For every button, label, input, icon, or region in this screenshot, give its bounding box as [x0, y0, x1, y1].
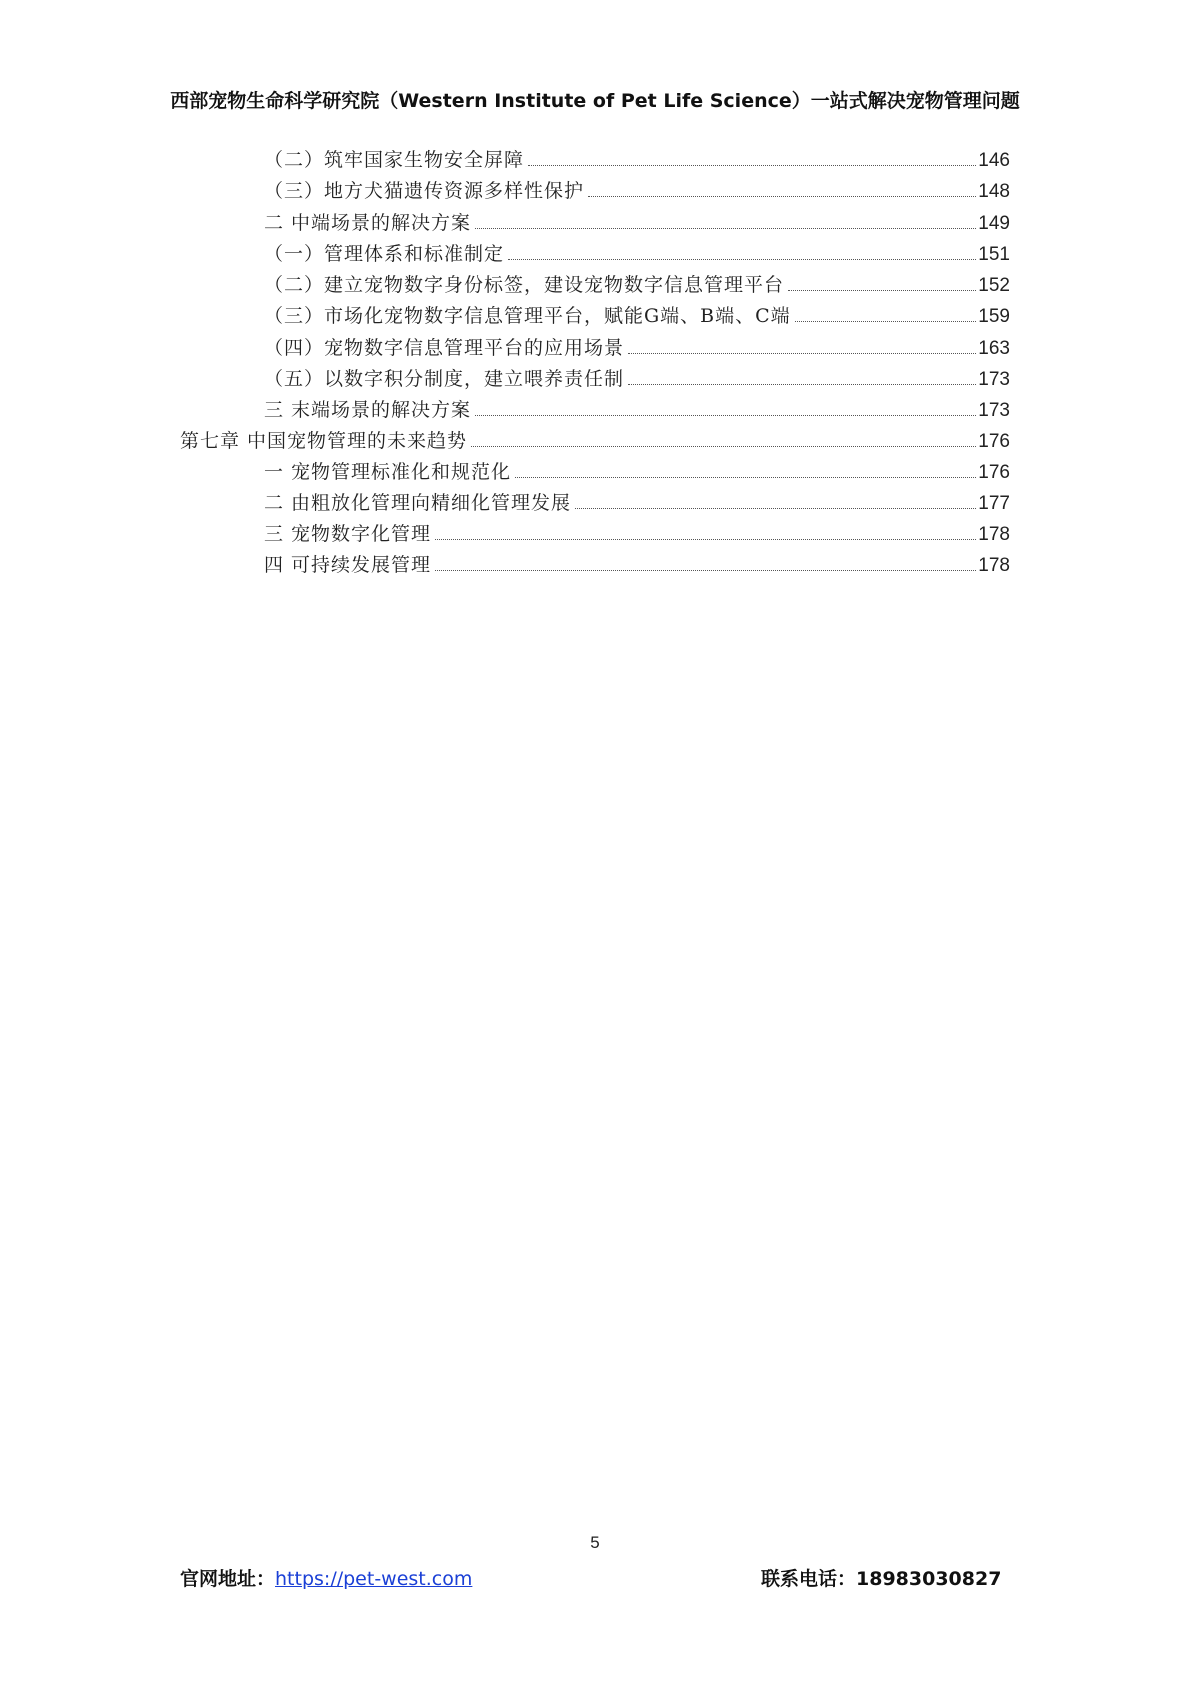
- toc-entry-page: 149: [978, 213, 1010, 234]
- toc-entry-title: 第七章 中国宠物管理的未来趋势: [180, 430, 468, 452]
- toc-entry[interactable]: [264, 239, 1010, 269]
- toc-entry-title: 三 宠物数字化管理: [264, 523, 432, 545]
- toc-entry-page: 146: [978, 150, 1010, 171]
- toc-entry-title: （一）管理体系和标准制定: [264, 243, 505, 265]
- toc-entry[interactable]: [180, 426, 1010, 456]
- toc-dot-leader: [435, 539, 976, 540]
- page-footer: [0, 1564, 1190, 1594]
- toc-entry[interactable]: [264, 395, 1010, 425]
- toc-entry-title: 三 末端场景的解决方案: [264, 399, 472, 421]
- toc-entry-page: 152: [978, 275, 1010, 296]
- website-label: 官网地址：: [180, 1568, 276, 1590]
- toc-dot-leader: [628, 384, 976, 385]
- toc-entry[interactable]: [264, 145, 1010, 175]
- toc-entry-page: 176: [978, 431, 1010, 452]
- toc-entry-page: 148: [978, 181, 1010, 202]
- toc-entry[interactable]: [264, 519, 1010, 549]
- footer-phone: [761, 1564, 1001, 1591]
- toc-entry-page: 176: [978, 462, 1010, 483]
- toc-dot-leader: [588, 196, 976, 197]
- toc-entry[interactable]: [264, 301, 1010, 331]
- toc-entry[interactable]: [264, 176, 1010, 206]
- toc-dot-leader: [788, 290, 976, 291]
- toc-entry-title: （二）建立宠物数字身份标签，建设宠物数字信息管理平台: [264, 274, 785, 296]
- toc-entry-title: 四 可持续发展管理: [264, 554, 432, 576]
- toc-dot-leader: [628, 353, 976, 354]
- toc-entry-title: （四）宠物数字信息管理平台的应用场景: [264, 337, 625, 359]
- toc-dot-leader: [471, 446, 976, 447]
- toc-entry[interactable]: [264, 270, 1010, 300]
- toc-entry[interactable]: [264, 364, 1010, 394]
- toc-entry-page: 163: [978, 338, 1010, 359]
- phone-number: 18983030827: [856, 1568, 1002, 1590]
- toc-entry-page: 159: [978, 306, 1010, 327]
- toc-entry-page: 151: [978, 244, 1010, 265]
- page-header: 西部宠物生命科学研究院（Western Institute of Pet Life Science）一站式解决宠物管理问题: [170, 90, 1020, 112]
- website-link[interactable]: https://pet-west.com: [275, 1568, 473, 1590]
- toc-entry-page: 178: [978, 555, 1010, 576]
- toc-entry-page: 173: [978, 369, 1010, 390]
- toc-dot-leader: [508, 259, 976, 260]
- toc-dot-leader: [795, 321, 977, 322]
- toc-dot-leader: [528, 165, 976, 166]
- toc-dot-leader: [435, 570, 976, 571]
- toc-entry[interactable]: [264, 488, 1010, 518]
- footer-website: [180, 1564, 472, 1591]
- toc-entry[interactable]: [264, 550, 1010, 580]
- toc-entry[interactable]: [264, 333, 1010, 363]
- toc-entry-page: 177: [978, 493, 1010, 514]
- toc-entry-page: 173: [978, 400, 1010, 421]
- toc-dot-leader: [515, 477, 976, 478]
- toc-entry-page: 178: [978, 524, 1010, 545]
- toc-dot-leader: [575, 508, 976, 509]
- toc-entry-title: 二 由粗放化管理向精细化管理发展: [264, 492, 572, 514]
- toc-entry-title: （五）以数字积分制度，建立喂养责任制: [264, 368, 625, 390]
- toc-entry-title: （三）市场化宠物数字信息管理平台，赋能G端、B端、C端: [264, 305, 791, 327]
- toc-entry[interactable]: [264, 208, 1010, 238]
- toc-entry-title: （三）地方犬猫遗传资源多样性保护: [264, 180, 585, 202]
- toc-entry-title: 二 中端场景的解决方案: [264, 212, 472, 234]
- toc-dot-leader: [475, 228, 976, 229]
- phone-label: 联系电话：: [761, 1568, 857, 1590]
- toc-entry-title: 一 宠物管理标准化和规范化: [264, 461, 512, 483]
- toc-dot-leader: [475, 415, 976, 416]
- page-number: 5: [590, 1533, 600, 1552]
- toc-entry[interactable]: [264, 457, 1010, 487]
- toc-entry-title: （二）筑牢国家生物安全屏障: [264, 149, 525, 171]
